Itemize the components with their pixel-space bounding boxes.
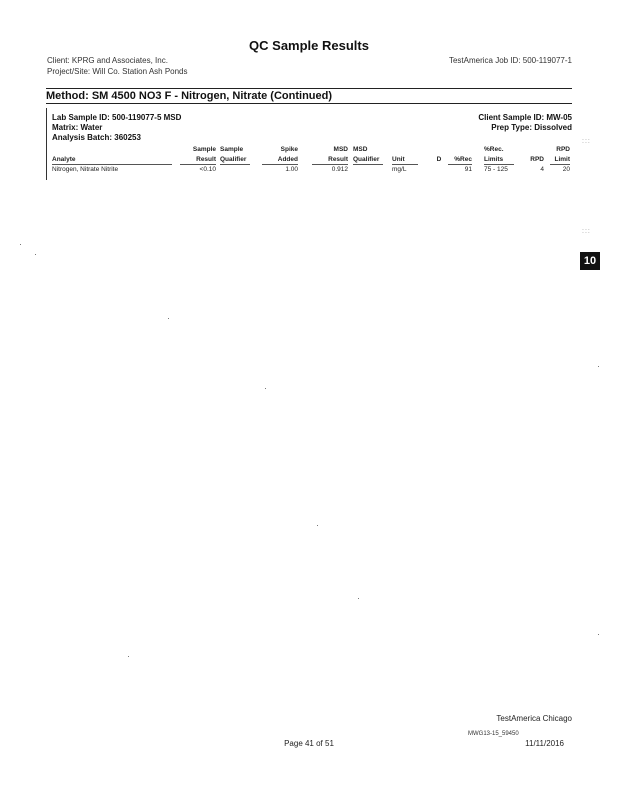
scan-speck bbox=[598, 366, 599, 367]
header-limits: Limits bbox=[484, 155, 514, 165]
header-rpd-top: RPD bbox=[556, 146, 570, 153]
cell-analyte: Nitrogen, Nitrate Nitrite bbox=[52, 166, 119, 173]
margin-dots: ::: bbox=[582, 138, 591, 145]
scan-speck bbox=[265, 388, 266, 389]
footer-lab: TestAmerica Chicago bbox=[496, 714, 572, 723]
cell-pct-rec: 91 bbox=[464, 166, 472, 173]
client-name: Client: KPRG and Associates, Inc. bbox=[47, 56, 168, 65]
lab-sample-id: Lab Sample ID: 500-119077-5 MSD bbox=[52, 113, 182, 122]
header-added: Added bbox=[262, 155, 298, 165]
prep-type: Prep Type: Dissolved bbox=[491, 123, 572, 132]
header-msd-qualifier: Qualifier bbox=[353, 155, 383, 165]
margin-dots: ::: bbox=[582, 228, 591, 235]
page-title: QC Sample Results bbox=[249, 38, 369, 53]
scan-speck bbox=[128, 656, 129, 657]
cell-sample-result: <0.10 bbox=[199, 166, 216, 173]
cell-limits: 75 - 125 bbox=[484, 166, 508, 173]
header-rec: %Rec. bbox=[484, 146, 504, 153]
header-qualifier: Qualifier bbox=[220, 155, 250, 165]
header-d: D bbox=[436, 156, 442, 163]
scan-speck bbox=[317, 525, 318, 526]
header-rpd-limit: Limit bbox=[550, 155, 570, 165]
cell-rpd: 4 bbox=[540, 166, 544, 173]
footer-page-number: Page 41 of 51 bbox=[284, 739, 334, 748]
cell-msd-result: 0.912 bbox=[331, 166, 348, 173]
header-result: Result bbox=[180, 155, 216, 165]
cell-unit: mg/L bbox=[392, 166, 407, 173]
cell-spike-added: 1.00 bbox=[285, 166, 298, 173]
scan-speck bbox=[358, 598, 359, 599]
header-rpd: RPD bbox=[530, 156, 544, 163]
footer-date: 11/11/2016 bbox=[525, 739, 564, 748]
scan-speck bbox=[35, 254, 36, 255]
header-sample: Sample bbox=[192, 146, 216, 153]
header-spike: Spike bbox=[280, 146, 298, 153]
method-header: Method: SM 4500 NO3 F - Nitrogen, Nitrate (Continued) bbox=[46, 88, 572, 104]
scan-speck bbox=[20, 244, 21, 245]
scan-speck bbox=[168, 318, 169, 319]
footer-doc-id: MWG13-15_59450 bbox=[468, 731, 519, 737]
header-msd-q: MSD bbox=[353, 146, 368, 153]
header-msd: MSD bbox=[333, 146, 348, 153]
matrix: Matrix: Water bbox=[52, 123, 103, 132]
header-msd-result: Result bbox=[312, 155, 348, 165]
client-sample-id: Client Sample ID: MW-05 bbox=[478, 113, 572, 122]
section-tab: 10 bbox=[580, 252, 600, 270]
header-pct-rec: %Rec bbox=[448, 155, 472, 165]
header-analyte: Analyte bbox=[52, 155, 172, 165]
cell-rpd-limit: 20 bbox=[562, 166, 570, 173]
analysis-batch: Analysis Batch: 360253 bbox=[52, 133, 141, 142]
project-site: Project/Site: Will Co. Station Ash Ponds bbox=[47, 67, 188, 76]
scan-speck bbox=[598, 634, 599, 635]
header-unit: Unit bbox=[392, 155, 418, 165]
header-sample-q: Sample bbox=[220, 146, 244, 153]
job-id: TestAmerica Job ID: 500-119077-1 bbox=[448, 56, 572, 65]
